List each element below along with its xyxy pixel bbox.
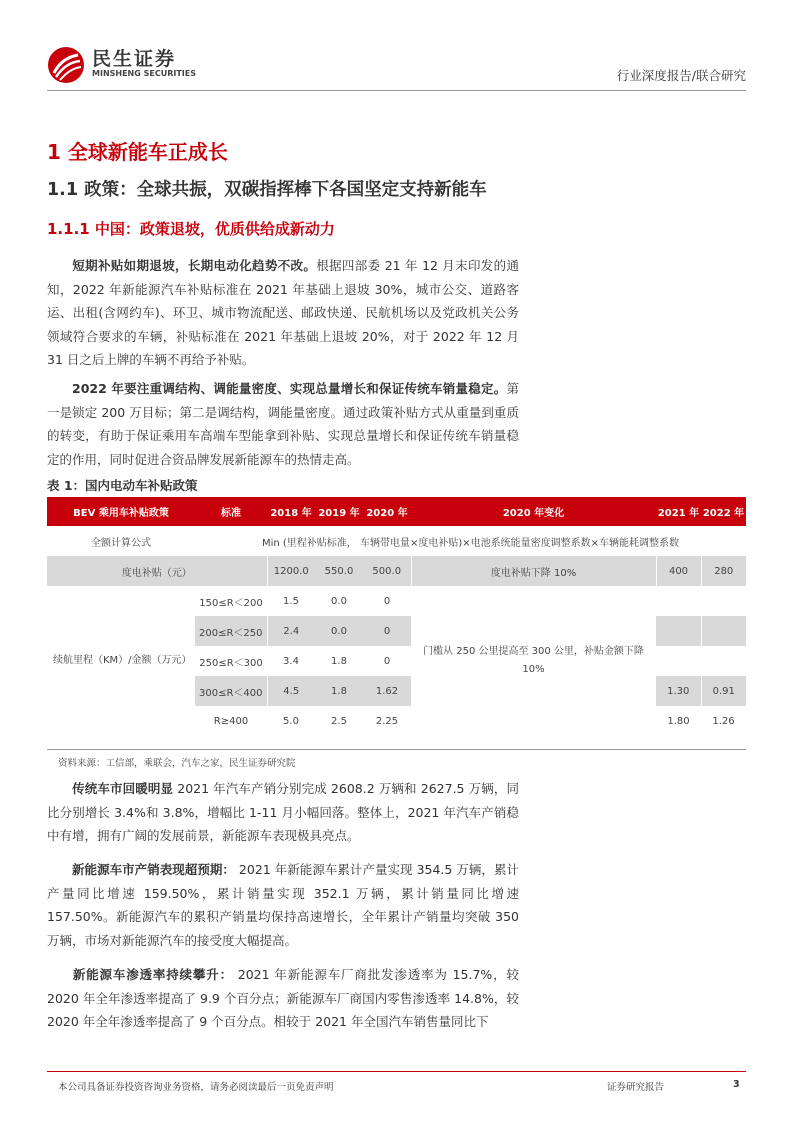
table-header-cell: 2019 年: [315, 497, 363, 526]
paragraph-lead: 传统车市回暖明显: [72, 781, 174, 796]
table-cell: [656, 646, 701, 676]
table-cell: 1.62: [363, 676, 411, 706]
table-cell: 280: [701, 556, 746, 586]
paragraph-lead: 2022 年要注重调结构、调能量密度、实现总量增长和保证传统车销量稳定。: [72, 381, 507, 396]
table-cell: 度电补贴下降 10%: [411, 556, 656, 586]
paragraph-body: 根据四部委 21 年 12 月末印发的通知，2022 年新能源汽车补贴标准在 2021 年基础上退坡 30%，城市公交、道路客运、出租(含网约车)、环卫、城市物流配送、邮政快递、民航机场以及党政机关公务领域符合要求的车辆，补贴标准在 2021 年基础上退坡 20%，对于 2022 年 12 月 31 日之后上牌的车辆不再给予补贴。: [47, 258, 519, 367]
header-divider: [47, 90, 746, 91]
paragraph-traditional-market: [47, 777, 519, 848]
table-row-formula: [47, 526, 746, 556]
table-cell: 150≤R＜200: [195, 586, 267, 616]
page-number: 3: [733, 1079, 740, 1090]
table-cell: 2.5: [315, 706, 363, 736]
table-cell: 250≤R＜300: [195, 646, 267, 676]
paragraph-body: 2021 年新能源车累计产量实现 354.5 万辆，累计产量同比增速 159.50%，累计销量实现 352.1 万辆，累计销量同比增速 157.50%。新能源汽车的累积产销量均保持高速增长，全年累计产销量均突破 350 万辆，市场对新能源汽车的接受度大幅提高。: [47, 862, 519, 948]
table-header-cell: 2020 年变化: [411, 497, 656, 526]
table-cell: 200≤R＜250: [195, 616, 267, 646]
table-header-cell: 2021 年: [656, 497, 701, 526]
table-row-per-kwh: [47, 556, 746, 586]
paragraph-structure: [47, 377, 519, 471]
minsheng-logo-icon: [47, 46, 85, 84]
table-cell: 1.30: [656, 676, 701, 706]
table-cell: 3.4: [267, 646, 315, 676]
paragraph-lead: 新能源车市产销表现超预期：: [72, 862, 235, 877]
footer-disclaimer: 本公司具备证券投资咨询业务资格，请务必阅读最后一页免责声明: [58, 1082, 334, 1093]
paragraph-body: 2021 年新能源车厂商批发渗透率为 15.7%，较 2020 年全年渗透率提高了 9.9 个百分点；新能源车厂商国内零售渗透率 14.8%，较 2020 年全年渗透率提高了 9 个百分点。相较于 2021 年全国汽车销售量同比下: [47, 967, 519, 1029]
table-cell: 1.5: [267, 586, 315, 616]
table-cell: 300≤R＜400: [195, 676, 267, 706]
table-header-cell: 2020 年: [363, 497, 411, 526]
table-cell: 0: [363, 616, 411, 646]
section-heading-1: 1 全球新能车正成长: [47, 140, 228, 164]
table-cell: 5.0: [267, 706, 315, 736]
table-cell: 1.26: [701, 706, 746, 736]
table-cell: 550.0: [315, 556, 363, 586]
table-cell: [656, 586, 701, 616]
table-cell: 1200.0: [267, 556, 315, 586]
table-header-cell: BEV 乘用车补贴政策: [47, 497, 195, 526]
paragraph-nev-sales: [47, 858, 519, 952]
table-cell: [701, 646, 746, 676]
table-cell: 4.5: [267, 676, 315, 706]
table-cell-label: 度电补贴（元）: [47, 556, 267, 586]
brand-name-cn: 民生证券: [92, 48, 177, 70]
paragraph-body: 2021 年汽车产销分别完成 2608.2 万辆和 2627.5 万辆，同比分别增长 3.4%和 3.8%，增幅比 1-11 月小幅回落。整体上，2021 年汽车产销稳中有增，拥有广阔的发展前景，新能源车表现极具亮点。: [47, 781, 519, 843]
table-cell: [701, 586, 746, 616]
table-cell-label: 续航里程（KM）/金额（万元）: [47, 586, 195, 736]
paragraph-lead: 新能源车渗透率持续攀升：: [72, 967, 233, 982]
table-cell: 1.80: [656, 706, 701, 736]
table-bottom-rule: [47, 749, 746, 750]
table-cell: 0.0: [315, 586, 363, 616]
paragraph-body: 第一是锁定 200 万目标；第二是调结构，调能量密度。通过政策补贴方式从重量到重质的转变，有助于保证乘用车高端车型能拿到补贴、实现总量增长和保证传统车销量稳定的作用，同时促进合资品牌发展新能源车的热情走高。: [47, 381, 519, 467]
table-cell: [701, 616, 746, 646]
table-cell: 0.0: [315, 616, 363, 646]
table-header-cell: 2022 年: [701, 497, 746, 526]
table-cell: 1.8: [315, 676, 363, 706]
table-cell-label: 全额计算公式: [47, 526, 195, 556]
table-header-row: [47, 497, 746, 526]
table-cell: [656, 616, 701, 646]
table-cell: R≥400: [195, 706, 267, 736]
table-cell: 400: [656, 556, 701, 586]
table-source: 资料来源：工信部，乘联会，汽车之家，民生证券研究院: [58, 758, 296, 769]
section-heading-3: 1.1.1 中国：政策退坡，优质供给成新动力: [47, 220, 335, 238]
footer-divider: [47, 1071, 746, 1072]
table-cell: 0: [363, 646, 411, 676]
paragraph-subsidy: [47, 254, 519, 372]
table-cell: 0.91: [701, 676, 746, 706]
table-cell: 500.0: [363, 556, 411, 586]
brand-name-en: MINSHENG SECURITIES: [92, 69, 196, 78]
table-cell: 1.8: [315, 646, 363, 676]
report-type: 行业深度报告/联合研究: [616, 68, 746, 83]
table-cell-formula: Min (里程补贴标准， 车辆带电量×度电补贴)×电池系统能量密度调整系数×车辆能耗调整系数: [195, 526, 746, 556]
table-caption: 表 1：国内电动车补贴政策: [47, 478, 198, 493]
subsidy-policy-table: [47, 497, 746, 736]
paragraph-penetration: [47, 963, 519, 1034]
table-cell-change: 门槛从 250 公里提高至 300 公里，补贴金额下降 10%: [411, 586, 656, 736]
table-header-cell: 标准: [195, 497, 267, 526]
table-cell: 2.25: [363, 706, 411, 736]
footer-report-label: 证券研究报告: [607, 1082, 665, 1093]
table-cell: 2.4: [267, 616, 315, 646]
table-cell: 0: [363, 586, 411, 616]
table-header-cell: 2018 年: [267, 497, 315, 526]
section-heading-2: 1.1 政策：全球共振，双碳指挥棒下各国坚定支持新能车: [47, 180, 487, 200]
paragraph-lead: 短期补贴如期退坡，长期电动化趋势不改。: [72, 258, 317, 273]
table-row: [47, 586, 746, 616]
